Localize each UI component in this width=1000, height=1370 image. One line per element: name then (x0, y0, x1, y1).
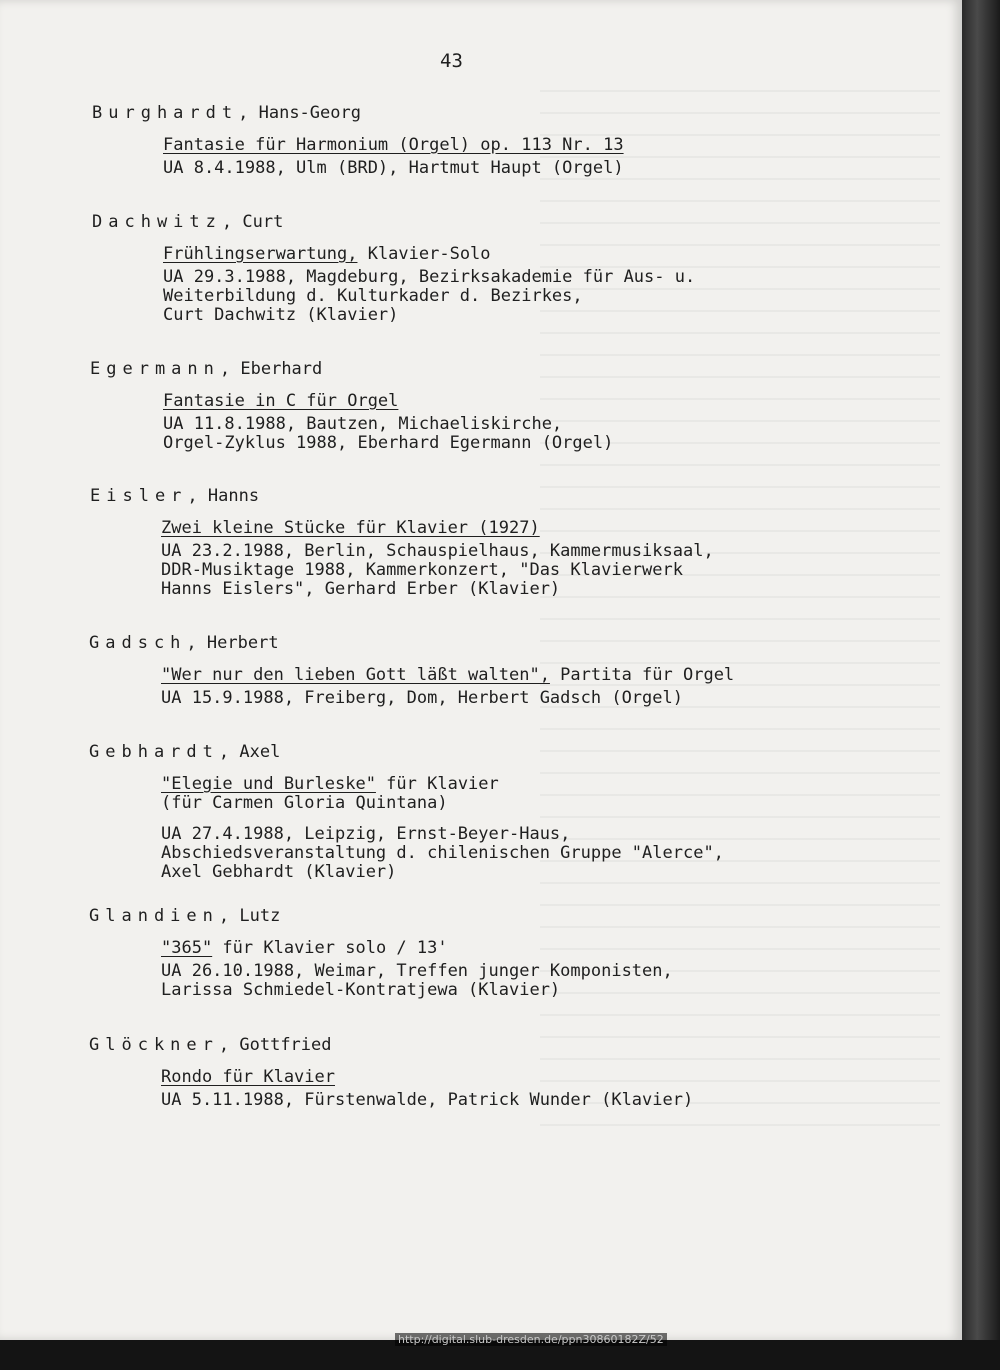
composer-name: Glöckner, Gottfried (89, 1035, 332, 1055)
work-title-rest: Klavier-Solo (357, 244, 491, 264)
work-title-underlined: "365" (161, 938, 213, 958)
premiere-line: Axel Gebhardt (Klavier) (161, 862, 397, 882)
work-subtitle: (für Carmen Gloria Quintana) (161, 793, 448, 813)
composer-given-name: Hanns (207, 486, 260, 506)
composer-name: Egermann, Eberhard (90, 359, 323, 379)
composer-name: Gadsch, Herbert (89, 633, 279, 653)
premiere-line: Weiterbildung d. Kulturkader d. Bezirkes, (163, 286, 583, 306)
composer-given-name: Axel (239, 742, 281, 762)
work-title-underlined: Rondo für Klavier (161, 1067, 335, 1087)
work-title (163, 136, 940, 155)
composer-given-name: Curt (242, 212, 284, 232)
composer-surname: Eisler (90, 486, 188, 506)
premiere-line: Curt Dachwitz (Klavier) (163, 305, 399, 325)
premiere-line: UA 8.4.1988, Ulm (BRD), Hartmut Haupt (Orgel) (163, 158, 624, 178)
premiere-line: Orgel-Zyklus 1988, Eberhard Egermann (Orgel) (163, 433, 614, 453)
composer-name: Glandien, Lutz (89, 906, 281, 926)
composer-name: Dachwitz, Curt (92, 212, 284, 232)
premiere-line: DDR-Musiktage 1988, Kammerkonzert, "Das Klavierwerk (161, 560, 683, 580)
composer-given-name: Lutz (239, 906, 281, 926)
work-title (161, 519, 940, 538)
premiere-line: UA 23.2.1988, Berlin, Schauspielhaus, Kammermusiksaal, (161, 541, 714, 561)
page-number: 43 (440, 50, 463, 72)
work-title-rest: Partita für Orgel (549, 665, 735, 685)
composer-name: Burghardt, Hans-Georg (92, 103, 361, 123)
premiere-line: UA 27.4.1988, Leipzig, Ernst-Beyer-Haus, (161, 824, 571, 844)
composer-surname: Gebhardt (89, 742, 219, 762)
composer-given-name: Hans-Georg (258, 103, 361, 123)
premiere-line: UA 11.8.1988, Bautzen, Michaeliskirche, (163, 414, 563, 434)
work-title-rest: für Klavier (375, 774, 499, 794)
composer-surname: Glandien (89, 906, 219, 926)
composer-entry (0, 103, 940, 178)
work-title (161, 1068, 940, 1087)
premiere-line: UA 5.11.1988, Fürstenwalde, Patrick Wunder (Klavier) (161, 1090, 694, 1110)
book-edge (962, 0, 1000, 1340)
work-title-rest: für Klavier solo / 13' (212, 938, 448, 958)
composer-entry (0, 212, 940, 325)
composer-name: Eisler, Hanns (90, 486, 260, 506)
work-title-underlined: Zwei kleine Stücke für Klavier (1927) (161, 518, 540, 538)
composer-surname: Dachwitz (92, 212, 222, 232)
premiere-line: Larissa Schmiedel-Kontratjewa (Klavier) (161, 980, 561, 1000)
work-title (163, 245, 940, 264)
composer-surname: Egermann (90, 359, 220, 379)
premiere-line: UA 29.3.1988, Magdeburg, Bezirksakademie für Aus- u. (163, 267, 696, 287)
premiere-line: Abschiedsveranstaltung d. chilenischen Gruppe "Alerce", (161, 843, 724, 863)
work-title (161, 666, 940, 685)
work-title (161, 775, 940, 794)
composer-entry (0, 742, 940, 882)
premiere-line: Hanns Eislers", Gerhard Erber (Klavier) (161, 579, 561, 599)
work-title-underlined: "Elegie und Burleske" (161, 774, 376, 794)
composer-surname: Burghardt (92, 103, 239, 123)
composer-entry (0, 633, 940, 708)
composer-surname: Glöckner (89, 1035, 219, 1055)
composer-name: Gebhardt, Axel (89, 742, 281, 762)
premiere-line: UA 15.9.1988, Freiberg, Dom, Herbert Gadsch (Orgel) (161, 688, 683, 708)
composer-entry (0, 486, 940, 599)
composer-entry (0, 1035, 940, 1110)
work-title-underlined: Fantasie in C für Orgel (163, 391, 399, 411)
premiere-line: UA 26.10.1988, Weimar, Treffen junger Komponisten, (161, 961, 673, 981)
work-title (161, 939, 940, 958)
work-title-underlined: Fantasie für Harmonium (Orgel) op. 113 Nr. 13 (163, 135, 624, 155)
composer-surname: Gadsch (89, 633, 187, 653)
work-title-underlined: Frühlingserwartung, (163, 244, 358, 264)
composer-given-name: Gottfried (239, 1035, 332, 1055)
composer-given-name: Herbert (206, 633, 279, 653)
composer-entry (0, 906, 940, 1000)
composer-given-name: Eberhard (240, 359, 323, 379)
work-title-underlined: "Wer nur den lieben Gott läßt walten", (161, 665, 550, 685)
composer-entry (0, 359, 940, 453)
work-title (163, 392, 940, 411)
source-url: http://digital.slub-dresden.de/ppn30860182Z/52 (395, 1333, 667, 1346)
